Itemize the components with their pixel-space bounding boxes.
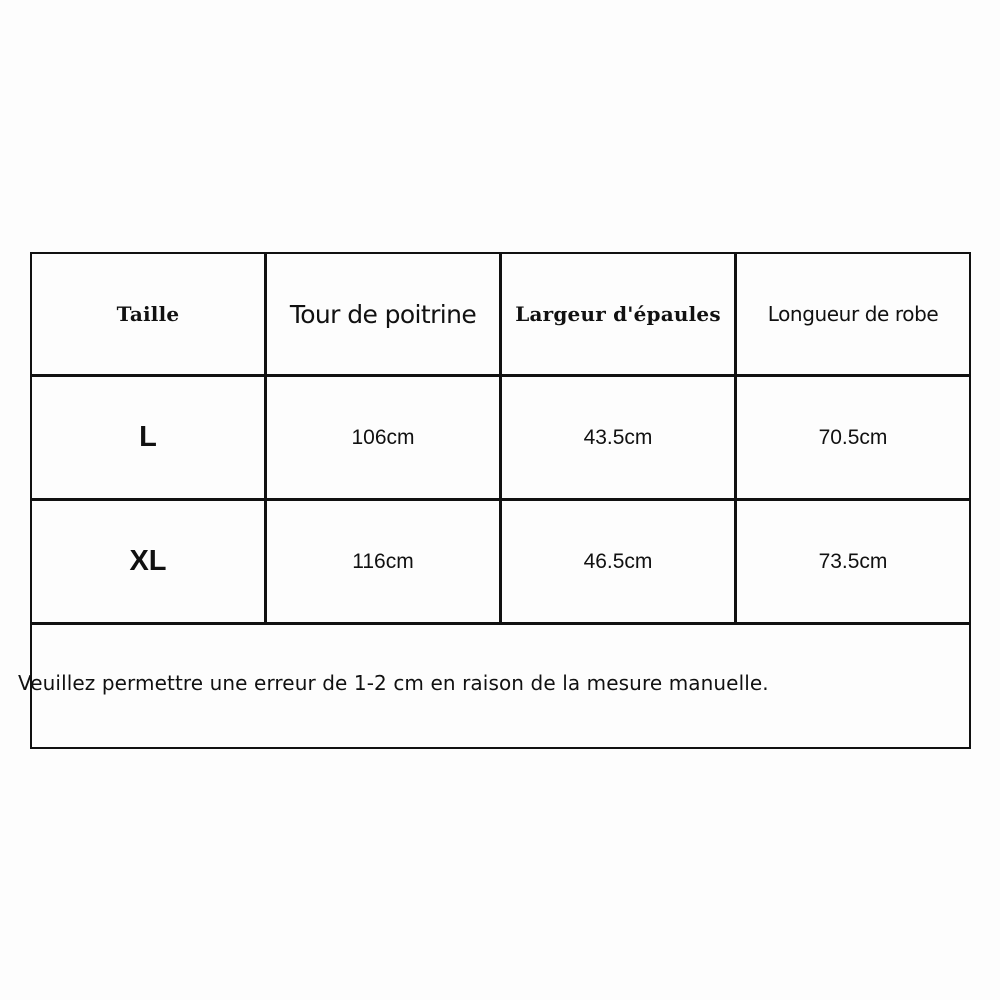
length-cell (737, 501, 969, 622)
chest-cell (267, 377, 502, 498)
size-value: L (139, 421, 157, 453)
header-size-label: Taille (116, 302, 180, 326)
header-cell-chest (267, 254, 502, 374)
shoulder-value: 46.5cm (583, 549, 653, 573)
chest-value: 116cm (352, 549, 414, 573)
table-row (32, 377, 969, 501)
chest-cell (267, 501, 502, 622)
length-value: 70.5cm (818, 425, 888, 449)
length-cell (737, 377, 969, 498)
header-length-label: Longueur de robe (767, 302, 939, 326)
header-cell-size (32, 254, 267, 374)
chest-value: 106cm (351, 425, 415, 449)
shoulder-cell (502, 501, 737, 622)
size-value: XL (129, 545, 167, 577)
measurement-note: Veuillez permettre une erreur de 1-2 cm en raison de la mesure manuelle. (18, 671, 769, 695)
shoulder-value: 43.5cm (583, 425, 653, 449)
size-cell (32, 501, 267, 622)
table-row (32, 501, 969, 625)
header-cell-length (737, 254, 969, 374)
header-cell-shoulder (502, 254, 737, 374)
header-chest-label: Tour de poitrine (289, 299, 477, 329)
length-value: 73.5cm (818, 549, 888, 573)
shoulder-cell (502, 377, 737, 498)
header-shoulder-label: Largeur d'épaules (515, 302, 721, 326)
size-cell (32, 377, 267, 498)
header-row (32, 254, 969, 377)
